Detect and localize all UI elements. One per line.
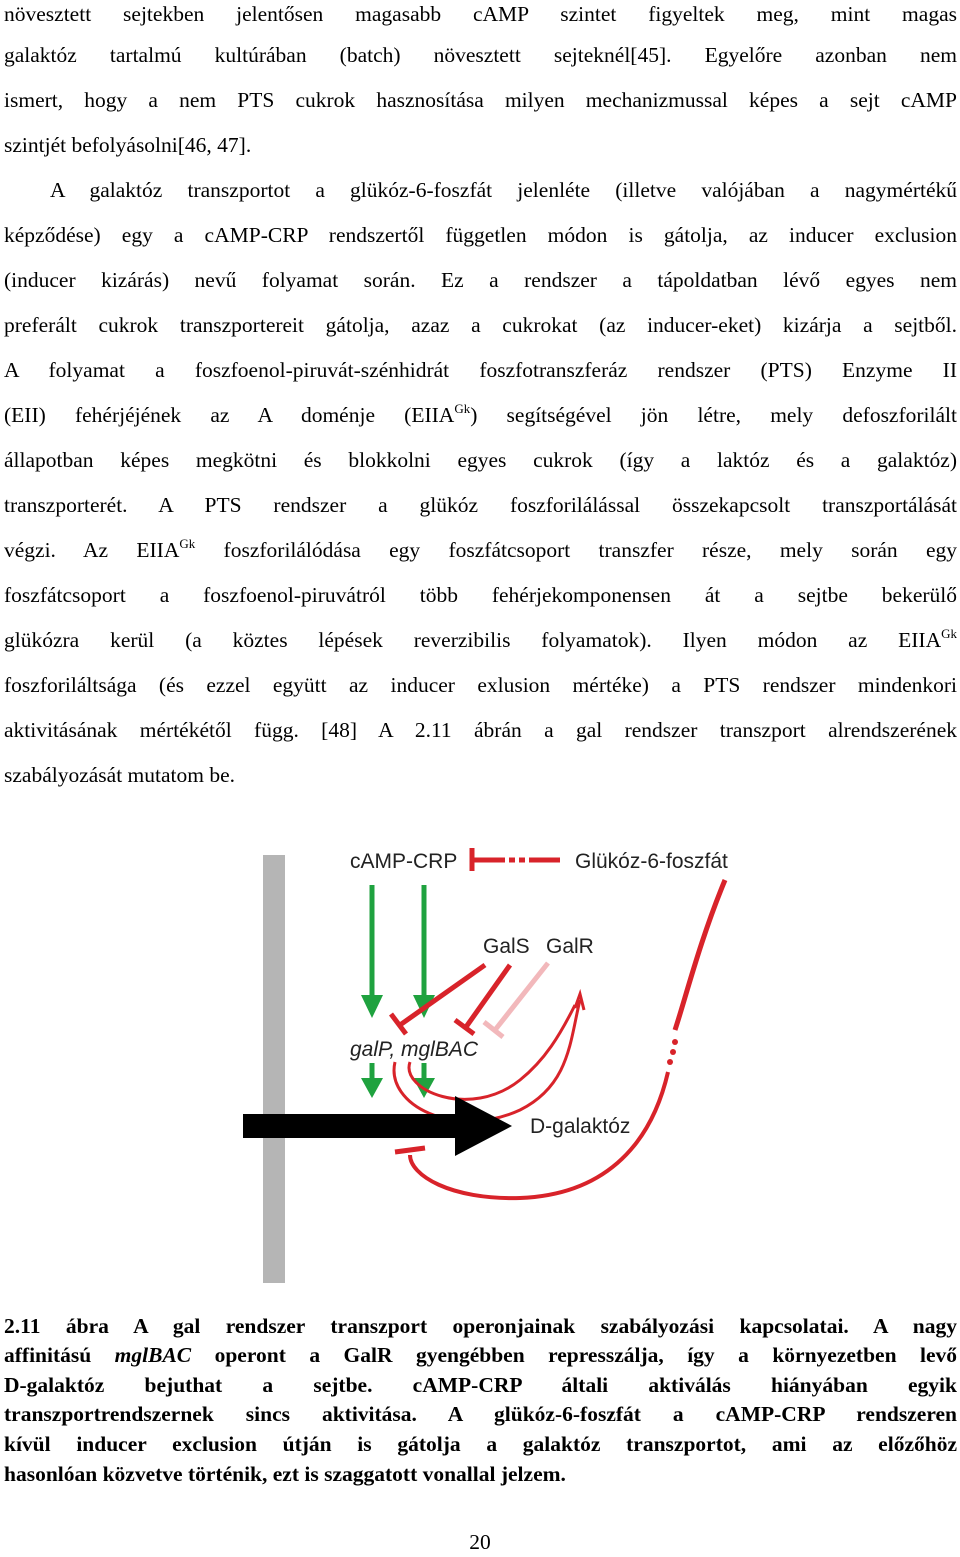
text-span: operont a GalR gyengébben represszálja, így a környezetben levő [191, 1343, 957, 1367]
paragraph2-line8: transzporterét. A PTS rendszer a glükóz foszforilálással összekapcsolt transzportálását [4, 493, 957, 517]
label-camp-crp: cAMP-CRP [350, 850, 458, 873]
paragraph1-line2: galaktóz tartalmú kultúrában (batch) növesztett sejteknél[45]. Egyelőre azonban nem [4, 43, 957, 67]
text-span: ) segítségével jön létre, mely defoszforilált [470, 403, 957, 427]
paragraph1-line1: növesztett sejtekben jelentősen magasabb cAMP szintet figyeltek meg, mint magas [4, 2, 957, 26]
paragraph2-line14: szabályozását mutatom be. [4, 763, 236, 787]
paragraph2-line13: aktivitásának mértékétől függ. [48] A 2.11 ábrán a gal rendszer transzport alrendszerének [4, 718, 957, 742]
text-span: végzi. Az EIIA [4, 538, 180, 562]
paragraph2-line5: A folyamat a foszfoenol-piruvát-szénhidrát foszfotranszferáz rendszer (PTS) Enzyme II [4, 358, 957, 382]
label-genes: galP, mglBAC [350, 1038, 479, 1061]
italic-span: mglBAC [114, 1343, 192, 1367]
caption-line3: D-galaktóz bejuthat a sejtbe. cAMP-CRP általi aktiválás hiányában egyik [4, 1373, 957, 1397]
paragraph2-line7: állapotban képes megkötni és blokkolni egyes cukrok (így a laktóz és a galaktóz) [4, 448, 957, 472]
label-galr: GalR [546, 935, 594, 958]
label-gals: GalS [483, 935, 530, 958]
page-number: 20 [469, 1530, 491, 1554]
dots [667, 1039, 678, 1065]
repression-bar [395, 1148, 425, 1152]
text-span: glükózra kerül (a köztes lépések reverzibilis folyamatok). Ilyen módon az EIIA [4, 628, 942, 652]
paragraph1-line3: ismert, hogy a nem PTS cukrok hasznosítása milyen mechanizmussal képes a sejt cAMP [4, 88, 957, 112]
arrowhead [361, 1078, 383, 1098]
paragraph2-line4: preferált cukrok transzportereit gátolja, azaz a cukrokat (az inducer-eket) kizárja a sejtből. [4, 313, 957, 337]
arrowhead [361, 995, 383, 1018]
text-span: (EII) fehérjéjének az A doménje (EIIA [4, 403, 455, 427]
activation-arrows [361, 885, 435, 1098]
repression-edges [391, 963, 548, 1037]
superscript: Gk [941, 626, 957, 641]
paragraph2-line3: (inducer kizárás) nevű folyamat során. Ez a rendszer a tápoldatban lévő egyes nem [4, 268, 957, 292]
cell-membrane [263, 855, 285, 1283]
text-span: affinitású [4, 1343, 115, 1367]
superscript: Gk [179, 536, 196, 551]
paragraph2-line12: foszforiláltsága (és ezzel együtt az inducer exlusion mértéke) a PTS rendszer mindenkori [4, 673, 957, 697]
paragraph2-line10: foszfátcsoport a foszfoenol-piruvátról több fehérjekomponensen át a sejtbe bekerülő [4, 583, 957, 607]
caption-line1: 2.11 ábra A gal rendszer transzport operonjainak szabályozási kapcsolatai. A nagy [4, 1314, 957, 1338]
paragraph2-line1: A galaktóz transzportot a glükóz-6-foszfát jelenléte (illetve valójában a nagymértékű [50, 178, 957, 202]
paragraph1-line4: szintjét befolyásolni[46, 47]. [4, 133, 252, 157]
caption-line6: hasonlóan közvetve történik, ezt is szaggatott vonallal jelzem. [4, 1462, 566, 1486]
label-dgal: D-galaktóz [530, 1115, 631, 1138]
paragraph2-line2: képződése) egy a cAMP-CRP rendszertől független módon is gátolja, az inducer exclusion [4, 223, 957, 247]
text-span: foszforilálódása egy foszfátcsoport transzfer része, mely során egy [195, 538, 958, 562]
caption-line5: kívül inducer exclusion útján is gátolja a galaktóz transzportot, ami az előzőhöz [4, 1432, 957, 1456]
caption-line4: transzportrendszernek sincs aktivitása. A glükóz-6-foszfát a cAMP-CRP rendszeren [4, 1402, 957, 1426]
label-g6p: Glükóz-6-foszfát [575, 850, 728, 873]
caption-line2 [4, 1341, 957, 1369]
g6p-inducer-exclusion [675, 880, 725, 1030]
g6p-repression-camp [472, 848, 560, 871]
superscript: Gk [454, 401, 471, 416]
